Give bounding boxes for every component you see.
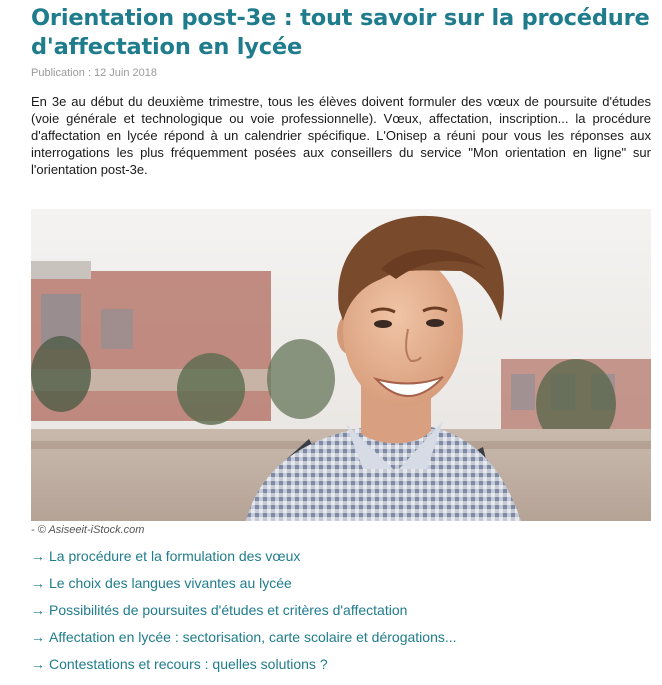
link-contestations-recours[interactable] [31, 656, 328, 672]
arrow-right-icon: → [31, 629, 45, 645]
article-title: Orientation post-3e : tout savoir sur la procédure d'affectation en lycée [31, 5, 650, 60]
arrow-right-icon: → [31, 602, 45, 618]
list-item [31, 627, 457, 654]
list-item [31, 546, 457, 573]
arrow-right-icon: → [31, 548, 45, 564]
link-poursuites-etudes[interactable] [31, 602, 407, 618]
link-langues-vivantes[interactable] [31, 575, 292, 591]
link-label: La procédure et la formulation des vœux [49, 548, 301, 564]
list-item [31, 654, 457, 681]
publication-date: Publication : 12 Juin 2018 [31, 67, 157, 79]
link-label: Affectation en lycée : sectorisation, carte scolaire et dérogations... [49, 629, 457, 645]
related-links-list [31, 546, 457, 681]
image-credit: - © Asiseeit-iStock.com [31, 524, 145, 536]
list-item [31, 600, 457, 627]
link-label: Possibilités de poursuites d'études et critères d'affectation [49, 602, 408, 618]
article-photo [31, 209, 651, 521]
link-affectation-sectorisation[interactable] [31, 629, 457, 645]
link-label: Contestations et recours : quelles solutions ? [49, 656, 328, 672]
list-item [31, 573, 457, 600]
arrow-right-icon: → [31, 656, 45, 672]
article-intro: En 3e au début du deuxième trimestre, tous les élèves doivent formuler des vœux de poursuite d'études (voie générale et technologique ou voie professionnelle). Vœux, affectation, inscription... la procédure d'affectation en lycée répond à un calendrier spécifique. L'Onisep a réuni pour vous les réponses aux interrogations les plus fréquemment posées aux conseillers du service "Mon orientation en ligne" sur l'orientation post-3e. [31, 94, 651, 177]
link-label: Le choix des langues vivantes au lycée [49, 575, 292, 591]
link-procedure-voeux[interactable] [31, 548, 300, 564]
arrow-right-icon: → [31, 575, 45, 591]
